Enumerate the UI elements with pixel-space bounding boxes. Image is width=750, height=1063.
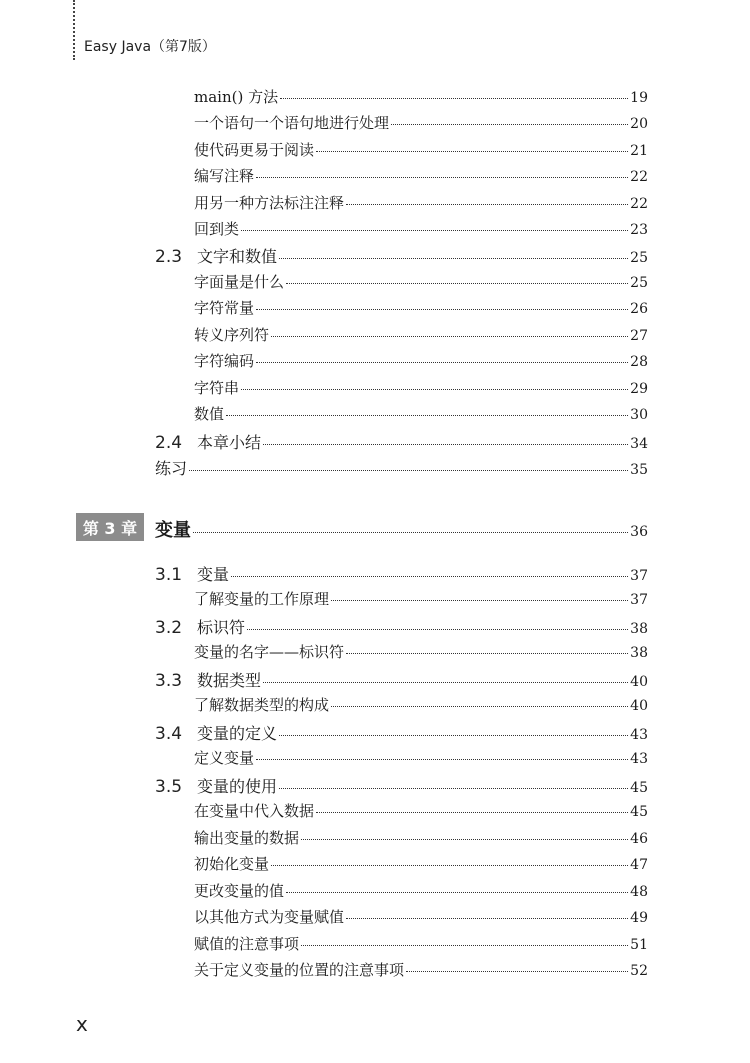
toc-entry-title: 变量 [197,565,230,584]
dot-leader [316,812,628,813]
toc-page-number: 35 [630,462,648,478]
dot-leader [331,600,628,601]
toc-entry-title: 本章小结 [197,433,262,452]
toc-entry-title: 练习 [155,459,188,478]
toc-entry[interactable] [155,456,648,480]
toc-page-number: 38 [630,621,648,637]
toc-page-number: 48 [630,884,648,900]
dot-leader [226,415,628,416]
dot-leader [241,389,628,390]
toc-page-number: 21 [630,143,648,159]
toc-entry-title: 了解变量的工作原理 [194,590,330,608]
toc-entry-title: 字符常量 [194,299,255,317]
chapter-badge: 第 3 章 [76,513,144,541]
toc-entry-title: 用另一种方法标注注释 [194,194,345,212]
toc-page-number: 52 [630,963,648,979]
toc-entry[interactable] [194,959,648,983]
toc-page-number: 51 [630,937,648,953]
dot-leader [331,706,628,707]
toc-entry-title: 数据类型 [197,671,262,690]
dot-leader [279,735,628,736]
toc-entry-title: 使代码更易于阅读 [194,141,315,159]
section-number: 3.4 [155,724,183,744]
toc-page-number: 40 [630,674,648,690]
dot-leader [316,151,628,152]
toc-entry-title: main() 方法 [194,88,279,106]
toc-page-number: 29 [630,381,648,397]
dot-leader [406,971,628,972]
section-number: 3.1 [155,565,183,585]
toc-entry[interactable] [155,721,648,745]
toc-page-number: 45 [630,780,648,796]
toc-entry[interactable] [194,933,648,957]
toc-entry-title: 数值 [194,405,225,423]
toc-entry[interactable] [194,165,648,189]
dot-leader [263,682,628,683]
dot-leader [193,532,628,533]
toc-page-number: 46 [630,831,648,847]
toc-entry[interactable] [194,86,648,110]
toc-entry[interactable] [194,403,648,427]
toc-page-number: 47 [630,857,648,873]
toc-entry-title: 更改变量的值 [194,882,285,900]
dot-leader [286,892,628,893]
section-number: 3.3 [155,671,183,691]
toc-page-number: 45 [630,804,648,820]
toc-entry-title: 关于定义变量的位置的注意事项 [194,961,405,979]
toc-entry-title: 变量的名字——标识符 [194,643,345,661]
toc-page-number: 28 [630,354,648,370]
toc-entry[interactable] [194,350,648,374]
toc-entry[interactable] [194,827,648,851]
toc-entry[interactable] [194,324,648,348]
toc-entry[interactable] [194,747,648,771]
toc-entry[interactable] [194,218,648,242]
toc-entry[interactable] [194,271,648,295]
dot-leader [271,865,628,866]
toc-entry[interactable] [194,800,648,824]
toc-entry[interactable] [155,516,648,540]
toc-entry[interactable] [155,774,648,798]
toc-entry[interactable] [155,562,648,586]
dot-leader [256,177,628,178]
dot-leader [189,470,628,471]
toc-entry-title: 字符串 [194,379,240,397]
toc-entry-title: 回到类 [194,220,240,238]
dot-leader [279,788,628,789]
toc-entry-title: 字符编码 [194,352,255,370]
dot-leader [256,309,628,310]
dot-leader [279,258,628,259]
section-number: 3.5 [155,777,183,797]
toc-page-number: 22 [630,169,648,185]
toc-entry-title: 赋值的注意事项 [194,935,300,953]
toc-page-number: 30 [630,407,648,423]
toc-entry-title: 变量的定义 [197,724,278,743]
toc-page-number: 34 [630,436,648,452]
toc-page-number: 25 [630,250,648,266]
toc-page-number: 43 [630,727,648,743]
dot-leader [256,362,628,363]
toc-entry-title: 一个语句一个语句地进行处理 [194,114,390,132]
toc-page-number: 25 [630,275,648,291]
toc-page-number: 26 [630,301,648,317]
dot-leader [271,336,628,337]
toc-entry[interactable] [155,244,648,268]
dot-leader [280,98,628,99]
toc-entry[interactable] [194,139,648,163]
toc-entry-title: 输出变量的数据 [194,829,300,847]
toc-entry[interactable] [194,853,648,877]
toc-entry[interactable] [194,192,648,216]
dot-leader [241,230,628,231]
dot-leader [346,918,628,919]
toc-page-number: 36 [630,524,648,540]
toc-page-number: 27 [630,328,648,344]
dot-leader [231,576,628,577]
dot-leader [346,204,628,205]
toc-entry-title: 文字和数值 [197,247,278,266]
toc-page-number: 38 [630,645,648,661]
toc-page-number: 43 [630,751,648,767]
toc-entry-title: 了解数据类型的构成 [194,696,330,714]
dot-leader [346,653,628,654]
toc-entry-title: 标识符 [197,618,246,637]
toc-page-number: 49 [630,910,648,926]
toc-entry-title: 变量 [155,520,191,541]
toc-entry-title: 初始化变量 [194,855,270,873]
toc-page-number: 37 [630,592,648,608]
toc-entry[interactable] [194,112,648,136]
toc-entry[interactable] [155,668,648,692]
toc-entry[interactable] [194,906,648,930]
toc-page-number: 19 [630,90,648,106]
toc-entry-title: 以其他方式为变量赋值 [194,908,345,926]
section-number: 3.2 [155,618,183,638]
section-number: 2.4 [155,433,183,453]
toc-entry-title: 在变量中代入数据 [194,802,315,820]
toc-entry[interactable] [194,880,648,904]
dot-leader [301,839,628,840]
toc-entry-title: 编写注释 [194,167,255,185]
toc-entry[interactable] [194,377,648,401]
toc-entry[interactable] [155,615,648,639]
section-number: 2.3 [155,247,183,267]
running-head: Easy Java（第7版） [84,39,216,55]
header-dotted-rule [73,0,75,60]
dot-leader [263,444,628,445]
dot-leader [301,945,628,946]
toc-entry-title: 变量的使用 [197,777,278,796]
toc-page-number: 23 [630,222,648,238]
toc-entry-title: 定义变量 [194,749,255,767]
toc-entry[interactable] [194,641,648,665]
toc-page-number: 37 [630,568,648,584]
dot-leader [247,629,628,630]
toc-entry-title: 字面量是什么 [194,273,285,291]
toc-entry-title: 转义序列符 [194,326,270,344]
toc-page-number: 22 [630,196,648,212]
toc-entry[interactable] [194,694,648,718]
dot-leader [256,759,628,760]
dot-leader [286,283,628,284]
dot-leader [391,124,628,125]
toc-entry[interactable] [194,588,648,612]
toc-page-number: 40 [630,698,648,714]
page-folio: x [76,1012,88,1036]
toc-entry[interactable] [194,297,648,321]
toc-entry[interactable] [155,430,648,454]
toc-page-number: 20 [630,116,648,132]
